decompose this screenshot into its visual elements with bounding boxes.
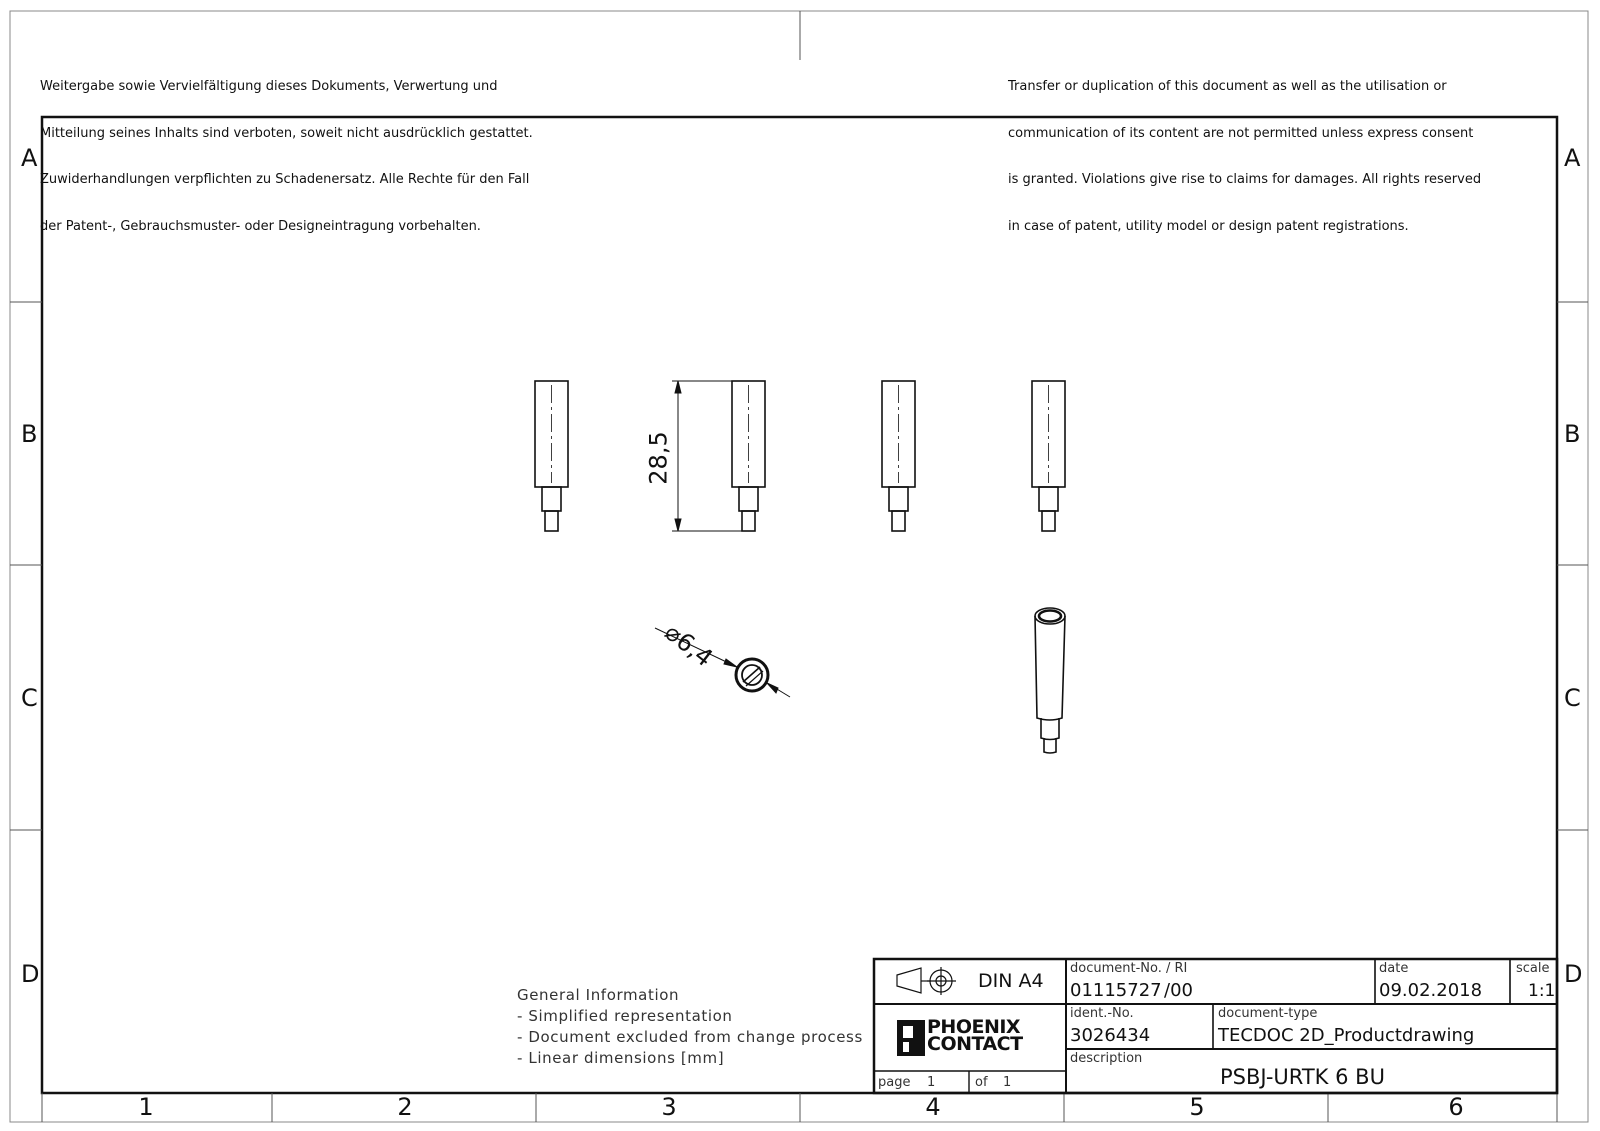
description-value: PSBJ-URTK 6 BU bbox=[1220, 1065, 1385, 1089]
scale-label: scale bbox=[1516, 961, 1550, 976]
isometric-view bbox=[1035, 608, 1065, 753]
zone-label-d-right: D bbox=[1564, 960, 1583, 988]
of-label: of bbox=[975, 1075, 988, 1090]
zone-label-a-left: A bbox=[21, 144, 38, 172]
general-information-item: - Linear dimensions [mm] bbox=[517, 1049, 725, 1067]
description-label: description bbox=[1070, 1051, 1143, 1066]
sheet-format: DIN A4 bbox=[978, 970, 1044, 992]
notice-german-line: der Patent-, Gebrauchsmuster- oder Designeintragung vorbehalten. bbox=[40, 218, 481, 234]
zone-label-a-right: A bbox=[1564, 144, 1581, 172]
logo-text bbox=[927, 1016, 1023, 1055]
notice-german-line: Zuwiderhandlungen verpflichten zu Schadenersatz. Alle Rechte für den Fall bbox=[40, 172, 530, 187]
phoenix-contact-logo bbox=[897, 1020, 925, 1056]
diameter-dimension-label: ⌀6,4 bbox=[659, 617, 719, 673]
zone-column-4: 4 bbox=[925, 1093, 941, 1121]
left-zone-ticks bbox=[10, 302, 1588, 830]
notice-german-line: Mitteilung seines Inhalts sind verboten, soweit nicht ausdrücklich gestattet. bbox=[40, 125, 533, 141]
part-view-3 bbox=[882, 381, 915, 531]
document-no-label: document-No. / RI bbox=[1070, 961, 1188, 976]
bottom-zone-ticks bbox=[42, 1093, 1557, 1122]
general-information bbox=[517, 985, 863, 1069]
document-type-label: document-type bbox=[1218, 1006, 1318, 1021]
page-label: page bbox=[878, 1075, 911, 1090]
zone-label-b-left: B bbox=[21, 420, 38, 448]
page-value: 1 bbox=[927, 1075, 936, 1090]
notice-english-line: is granted. Violations give rise to claims for damages. All rights reserved bbox=[1008, 172, 1482, 187]
zone-column-5: 5 bbox=[1189, 1093, 1205, 1121]
part-view-2 bbox=[732, 381, 765, 531]
length-dimension-label: 28,5 bbox=[644, 431, 673, 485]
zone-column-2: 2 bbox=[397, 1093, 413, 1121]
notice-english-line: communication of its content are not permitted unless express consent bbox=[1008, 125, 1474, 141]
document-type-value: TECDOC 2D_Productdrawing bbox=[1218, 1025, 1475, 1046]
zone-label-d-left: D bbox=[21, 960, 40, 988]
ident-no-value: 3026434 bbox=[1070, 1025, 1151, 1046]
projection-symbol-icon bbox=[897, 967, 956, 995]
scale-value: 1:1 bbox=[1528, 981, 1556, 1001]
notice-english-line: in case of patent, utility model or design patent registrations. bbox=[1008, 218, 1409, 234]
part-view-4 bbox=[1032, 381, 1065, 531]
ident-no-label: ident.-No. bbox=[1070, 1006, 1134, 1021]
general-information-item: - Document excluded from change process bbox=[517, 1028, 863, 1046]
part-view-1 bbox=[535, 381, 568, 531]
notice-english bbox=[1008, 48, 1481, 250]
general-information-item: - Simplified representation bbox=[517, 1007, 733, 1025]
zone-label-b-right: B bbox=[1564, 420, 1581, 448]
top-view bbox=[736, 659, 768, 691]
zone-label-c-right: C bbox=[1564, 684, 1581, 712]
notice-german bbox=[40, 48, 533, 250]
document-ri-value: /00 bbox=[1164, 980, 1193, 1001]
notice-german-line: Weitergabe sowie Vervielfältigung dieses Dokuments, Verwertung und bbox=[40, 79, 498, 94]
of-value: 1 bbox=[1003, 1075, 1012, 1090]
zone-column-3: 3 bbox=[661, 1093, 677, 1121]
date-label: date bbox=[1379, 961, 1409, 976]
zone-column-1: 1 bbox=[138, 1093, 154, 1121]
date-value: 09.02.2018 bbox=[1379, 980, 1483, 1001]
logo-line-phoenix: PHOENIX bbox=[927, 1016, 1021, 1038]
drawing-frame bbox=[42, 117, 1557, 1093]
document-no-value: 01115727 bbox=[1070, 980, 1162, 1001]
zone-label-c-left: C bbox=[21, 684, 38, 712]
logo-line-contact: CONTACT bbox=[927, 1033, 1023, 1055]
general-information-title: General Information bbox=[517, 986, 680, 1004]
zone-column-6: 6 bbox=[1448, 1093, 1464, 1121]
notice-english-line: Transfer or duplication of this document as well as the utilisation or bbox=[1008, 79, 1447, 94]
